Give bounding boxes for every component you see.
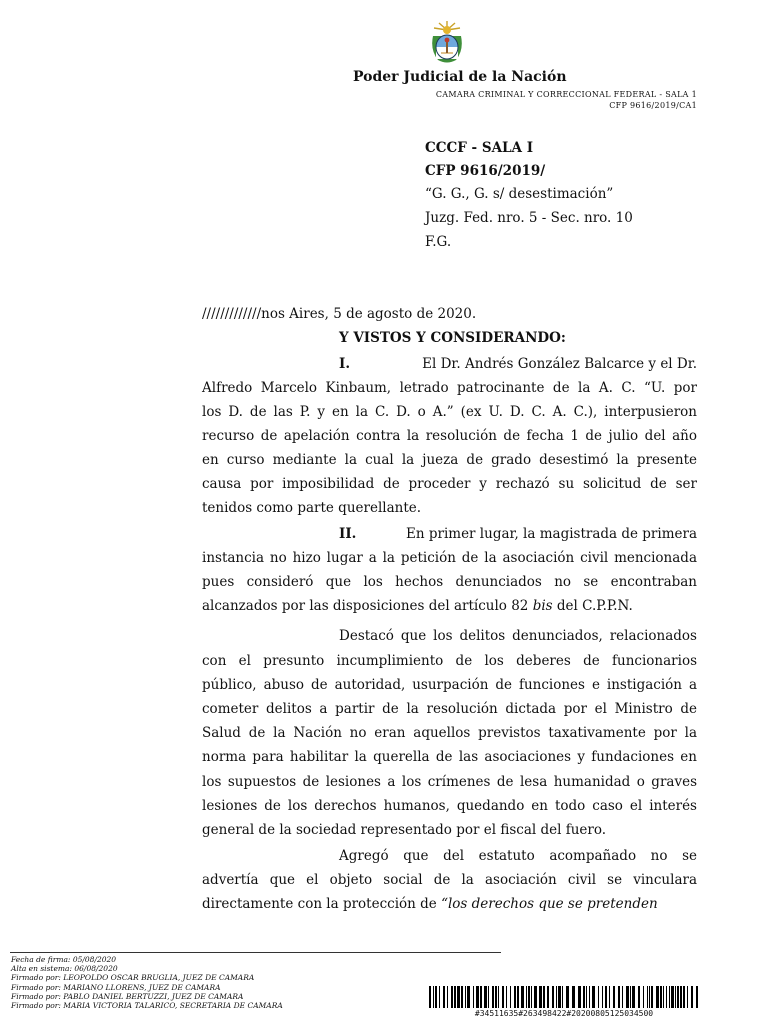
court-reference: CFP 9616/2019/CA1 [609,101,697,110]
paragraph-line: público, abuso de autoridad, usurpación de funciones e instigación a [202,677,697,693]
system-date: Alta en sistema: 06/08/2020 [11,964,118,974]
argentina-seal-icon [428,20,466,64]
paragraph-line: directamente con la protección de “los derechos que se pretenden [202,896,658,912]
signature-date: Fecha de firma: 05/08/2020 [11,955,117,964]
signer-line: Firmado por: MARIA VICTORIA TALARICO, SECRETARIA DE CAMARA [11,1001,283,1011]
paragraph-line: tenidos como parte querellante. [202,500,422,516]
signer-line: Firmado por: LEOPOLDO OSCAR BRUGLIA, JUEZ DE CAMARA [11,973,255,983]
case-initials: F.G. [425,234,452,250]
paragraph-line: Destacó que los delitos denunciados, relacionados [339,628,697,644]
barcode-icon [429,986,699,1008]
footer-divider [10,952,501,953]
case-caption: “G. G., G. s/ desestimación” [425,186,614,202]
case-number: CFP 9616/2019/ [425,163,546,179]
paragraph-line: II. En primer lugar, la magistrada de primera [339,522,697,546]
case-juzgado: Juzg. Fed. nro. 5 - Sec. nro. 10 [425,210,633,226]
signer-line: Firmado por: PABLO DANIEL BERTUZZI, JUEZ DE CAMARA [11,991,244,1001]
barcode-number: #34511635#263498422#20200805125034500 [474,1009,654,1018]
paragraph-line: los supuestos de lesiones a los crímenes de lesa humanidad o graves [202,774,697,790]
paragraph-marker: II. [339,526,357,542]
paragraph-line: Alfredo Marcelo Kinbaum, letrado patrocinante de la A. C. “U. por [202,380,697,396]
paragraph-line: alcanzados por las disposiciones del artículo 82 bis del C.P.P.N. [202,598,633,614]
paragraph-line: norma para habilitar la querella de las asociaciones y fundaciones en [202,749,697,765]
org-title: Poder Judicial de la Nación [353,69,567,85]
signer-line: Firmado por: MARIANO LLORENS, JUEZ DE CAMARA [11,982,221,992]
paragraph-line: instancia no hizo lugar a la petición de la asociación civil mencionada [202,550,697,566]
paragraph-line: advertía que el objeto social de la asociación civil se vinculara [202,872,697,888]
date-line: /////////////nos Aires, 5 de agosto de 2020. [202,306,477,322]
court-name: CAMARA CRIMINAL Y CORRECCIONAL FEDERAL - SALA 1 [435,90,697,99]
paragraph-line: I. El Dr. Andrés González Balcarce y el Dr. [339,352,697,376]
paragraph-marker: I. [339,356,351,372]
paragraph-line: Agregó que del estatuto acompañado no se [339,848,697,864]
paragraph-line: los D. de las P. y en la C. D. o A.” (ex U. D. C. A. C.), interpusieron [202,404,697,420]
section-heading: Y VISTOS Y CONSIDERANDO: [339,330,566,346]
paragraph-line: en curso mediante la cual la jueza de grado desestimó la presente [202,452,697,468]
paragraph-line: recurso de apelación contra la resolución de fecha 1 de julio del año [202,428,697,444]
paragraph-line: cometer delitos a partir de la resolución dictada por el Ministro de [202,701,697,717]
paragraph-line: pues consideró que los hechos denunciados no se encontraban [202,574,697,590]
paragraph-line: lesiones de los derechos humanos, quedando en todo caso el interés [202,798,697,814]
paragraph-line: causa por imposibilidad de proceder y rechazó su solicitud de ser [202,476,697,492]
case-sala: CCCF - SALA I [425,140,534,156]
signature-footer [11,955,283,1010]
paragraph-line: general de la sociedad representado por el fiscal del fuero. [202,822,607,838]
paragraph-line: con el presunto incumplimiento de los deberes de funcionarios [202,653,697,669]
paragraph-line: Salud de la Nación no eran aquellos previstos taxativamente por la [202,725,697,741]
